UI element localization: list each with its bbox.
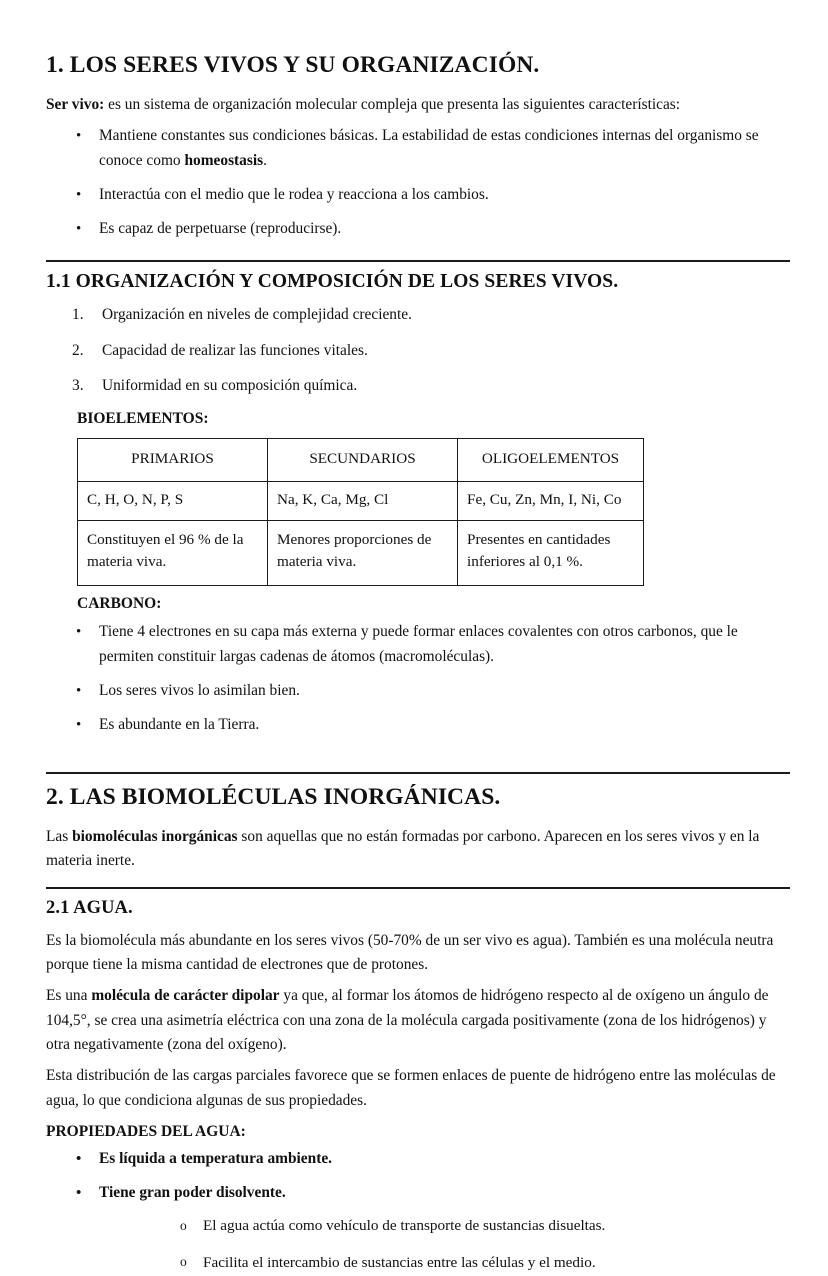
bullet-icon: • [76, 623, 82, 640]
list-item [46, 217, 790, 242]
bullet-icon: • [76, 1151, 82, 1168]
table-cell: Constituyen el 96 % de la materia viva. [78, 520, 268, 586]
list-number: 3. [72, 377, 84, 395]
list-item [46, 1147, 790, 1172]
bullet-icon: • [76, 187, 82, 204]
section-2-intro-emphasis: biomoléculas inorgánicas [72, 827, 238, 845]
section-2-intro-paragraph [46, 825, 790, 874]
table-cell: Menores proporciones de materia viva. [268, 520, 458, 586]
table-cell: Fe, Cu, Zn, Mn, I, Ni, Co [458, 481, 644, 520]
page-title-section-1: 1. LOS SERES VIVOS Y SU ORGANIZACIÓN. [46, 52, 540, 78]
list-item-text: Es líquida a temperatura ambiente. [99, 1150, 332, 1168]
circle-bullet-icon: o [180, 1254, 187, 1270]
list-item [99, 1251, 790, 1276]
list-item-text: Organización en niveles de complejidad creciente. [102, 305, 412, 323]
agua-paragraph-2 [46, 984, 790, 1057]
agua-paragraph-1 [46, 929, 790, 978]
list-item-emphasis: homeostasis [184, 152, 264, 170]
section-divider-rule [46, 887, 790, 889]
agua-paragraph-2-pre: Es una [46, 987, 92, 1005]
list-item [46, 374, 790, 399]
list-item [99, 1214, 790, 1239]
table-row [78, 520, 644, 586]
section-1-intro-paragraph [46, 93, 790, 117]
carbono-bullet-list [46, 620, 790, 738]
list-item-text: Es abundante en la Tierra. [99, 715, 260, 733]
propiedades-bullet-list [46, 1147, 790, 1275]
table-cell: Presentes en cantidades inferiores al 0,1 %. [458, 520, 644, 586]
ser-vivo-intro-text: es un sistema de organización molecular compleja que presenta las siguientes características: [104, 96, 681, 114]
list-item-text: Tiene 4 electrones en su capa más externa y puede formar enlaces covalentes con otros carbonos, que le permiten constituir largas cadenas de átomos (macromoléculas). [99, 622, 738, 665]
list-item-text: Uniformidad en su composición química. [102, 377, 358, 395]
list-item-text: El agua actúa como vehículo de transporte de sustancias disueltas. [203, 1217, 606, 1235]
bullet-icon: • [76, 716, 82, 733]
propiedades-sub-list [99, 1214, 790, 1275]
table-cell: Na, K, Ca, Mg, Cl [268, 481, 458, 520]
circle-bullet-icon: o [180, 1217, 187, 1233]
bullet-icon: • [76, 1185, 82, 1202]
section-2-intro-pre: Las [46, 827, 73, 845]
list-item [46, 124, 790, 174]
agua-paragraph-1-text: Es la biomolécula más abundante en los seres vivos (50-70% de un ser vivo es agua). También es una molécula neutra porque tiene la misma cantidad de electrones que de protones. [46, 931, 774, 973]
heading-section-2: 2. LAS BIOMOLÉCULAS INORGÁNICAS. [46, 783, 501, 810]
bullet-icon: • [76, 128, 82, 145]
table-header-cell: OLIGOELEMENTOS [458, 439, 644, 482]
agua-paragraph-3 [46, 1064, 790, 1113]
list-item [46, 713, 790, 738]
list-number: 1. [72, 305, 84, 323]
bullet-icon: • [76, 682, 82, 699]
heading-bioelementos: BIOELEMENTOS: [77, 410, 209, 428]
section-2-intro-post: son aquellas que no están formadas por carbono. Aparecen en los seres vivos y en la materia inerte. [46, 827, 760, 869]
table-header-row [78, 439, 644, 482]
list-item [46, 183, 790, 208]
list-item-text: Es capaz de perpetuarse (reproducirse). [99, 220, 342, 238]
table-row [78, 481, 644, 520]
list-item-text: Facilita el intercambio de sustancias entre las células y el medio. [203, 1253, 596, 1271]
list-item [46, 679, 790, 704]
section-divider-rule [46, 772, 790, 774]
list-item-text: Mantiene constantes sus condiciones básicas. La estabilidad de estas condiciones internas del organismo se conoce como [99, 127, 759, 170]
section-divider-rule [46, 260, 790, 262]
list-item [46, 1181, 790, 1275]
list-item-text: Interactúa con el medio que le rodea y reacciona a los cambios. [99, 186, 489, 204]
list-item-text: Los seres vivos lo asimilan bien. [99, 681, 300, 699]
list-item-text: Capacidad de realizar las funciones vitales. [102, 341, 368, 359]
heading-section-1-1: 1.1 ORGANIZACIÓN Y COMPOSICIÓN DE LOS SERES VIVOS. [46, 271, 619, 293]
table-cell: C, H, O, N, P, S [78, 481, 268, 520]
section-1-1-numbered-list [46, 303, 790, 400]
heading-propiedades-del-agua: PROPIEDADES DEL AGUA: [46, 1122, 246, 1140]
table-header-cell: PRIMARIOS [78, 439, 268, 482]
heading-section-2-1: 2.1 AGUA. [46, 898, 133, 919]
list-number: 2. [72, 341, 84, 359]
list-item-text: Tiene gran poder disolvente. [99, 1184, 286, 1202]
list-item [46, 620, 790, 670]
list-item-text-tail: . [263, 152, 267, 170]
table-header-cell: SECUNDARIOS [268, 439, 458, 482]
bullet-icon: • [76, 221, 82, 238]
section-1-bullet-list [46, 124, 790, 242]
bioelementos-table [77, 438, 644, 586]
list-item [46, 339, 790, 364]
agua-paragraph-2-emphasis: molécula de carácter dipolar [91, 987, 280, 1005]
agua-paragraph-2-post: ya que, al formar los átomos de hidrógeno respecto al de oxígeno un ángulo de 104,5°, se crea una asimetría eléctrica con una zona de la molécula cargada positivamente (zona de los hidrógenos) y otra negativamente (zona del oxígeno). [46, 987, 769, 1053]
heading-carbono: CARBONO: [77, 595, 162, 613]
list-item [46, 303, 790, 328]
agua-paragraph-3-text: Esta distribución de las cargas parciales favorece que se formen enlaces de puente de hidrógeno entre las moléculas de agua, lo que condiciona algunas de sus propiedades. [46, 1067, 776, 1109]
ser-vivo-lead-label: Ser vivo: [46, 96, 105, 114]
